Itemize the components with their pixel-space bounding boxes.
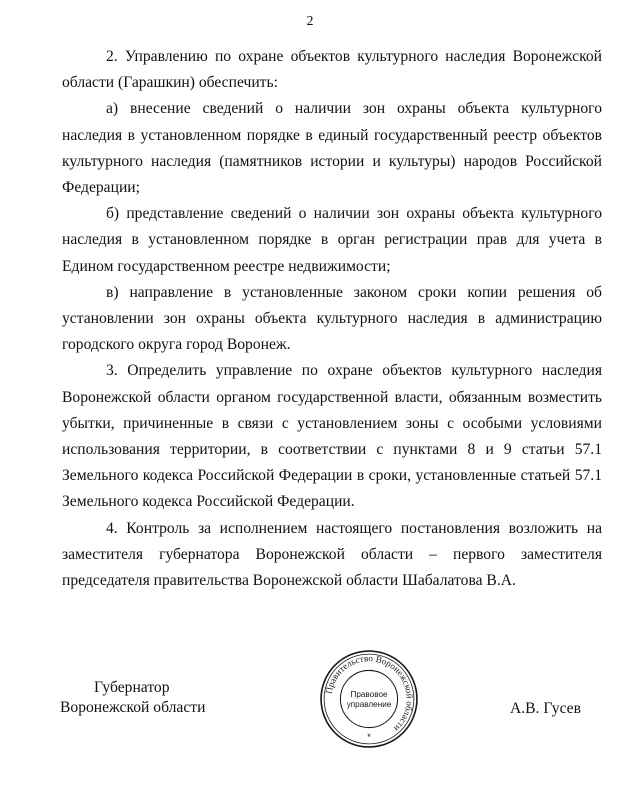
paragraph-2: 2. Управлению по охране объектов культурного наследия Воронежской области (Гарашкин) обеспечить: <box>62 48 602 92</box>
page-number: 2 <box>306 14 314 29</box>
signatory-name: А.В. Гусев <box>510 700 581 717</box>
stamp-center-line2: управление <box>346 700 392 710</box>
stamp-star-icon: * <box>367 731 371 742</box>
stamp-ring-text: Правительство Воронежской области <box>323 653 415 734</box>
official-stamp <box>318 648 420 750</box>
paragraph-3: 3. Определить управление по охране объектов культурного наследия Воронежской области органом государственной власти, обязанным возместить убытки, причиненные в связи с установлением зоны с особыми условиями использования территории, в соответствии с пунктами 8 и 9 статьи 57.1 Земельного кодекса Российской Федерации в сроки, установленные статьей 57.1 Земельного кодекса Российской Федерации. <box>62 362 602 511</box>
stamp-center-line1: Правовое <box>350 689 388 699</box>
signatory-title-line1: Губернатор <box>94 679 170 696</box>
signatory-title-line2: Воронежской области <box>60 699 206 716</box>
paragraph-2b: б) представление сведений о наличии зон охраны объекта культурного наследия в установленном порядке в орган регистрации прав для учета в Едином государственном реестре недвижимости; <box>62 205 602 275</box>
document-body <box>62 44 602 594</box>
paragraph-2c: в) направление в установленные законом сроки копии решения об установлении зон охраны объекта культурного наследия в администрацию городского округа город Воронеж. <box>62 283 602 354</box>
paragraph-2a: а) внесение сведений о наличии зон охраны объекта культурного наследия в установленном порядке в единый государственный реестр объектов культурного наследия (памятников истории и культуры) народов Российской Федерации; <box>62 100 602 197</box>
paragraph-4: 4. Контроль за исполнением настоящего постановления возложить на заместителя губернатора Воронежской области – первого заместителя председателя правительства Воронежской области Шабалатова В.А. <box>62 519 602 590</box>
signatory-title <box>60 678 205 718</box>
signature-block <box>0 653 620 786</box>
